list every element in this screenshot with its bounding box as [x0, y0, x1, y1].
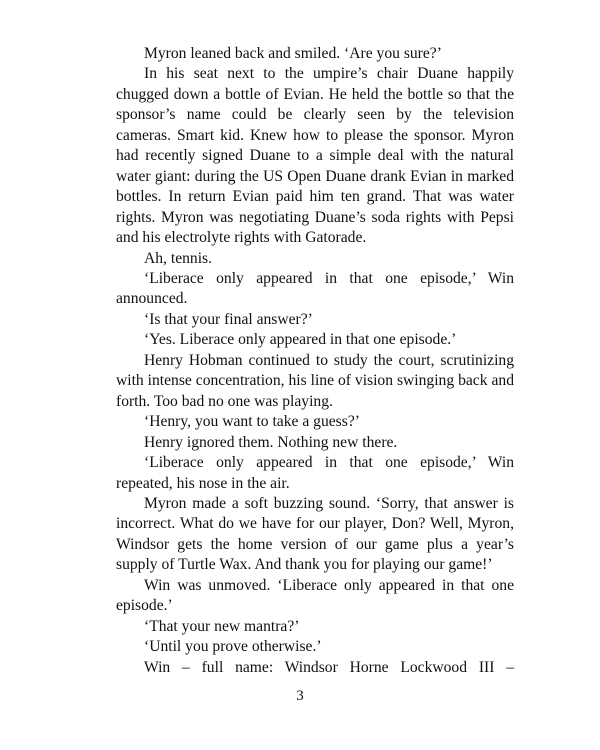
paragraph: ‘Henry, you want to take a guess?’: [144, 413, 360, 431]
paragraph: Ah, tennis.: [144, 249, 213, 267]
paragraph: Henry Hobman continued to study the court, scrutinizing with intense concentration, his line of vision swinging back and forth. Too bad no one was playing.: [116, 351, 514, 410]
paragraph: In his seat next to the umpire’s chair Duane happily chugged down a bottle of Evian. He held the bottle so that the sponsor’s name could be clearly seen by the television cameras. Smart kid. Knew how to please the sponsor. Myron had recently signed Duane to a simple deal with the natural water giant: during the US Open Duane drank Evian in marked bottles. In return Evian paid him ten grand. That was water rights. Myron was negotiating Duane’s soda rights with Pepsi and his electrolyte rights with Gatorade.: [116, 65, 514, 247]
paragraph: ‘Is that your final answer?’: [144, 310, 313, 328]
paragraph: ‘Liberace only appeared in that one episode,’ Win announced.: [116, 269, 514, 308]
page-number: 3: [296, 688, 304, 704]
paragraph: ‘Until you prove otherwise.’: [144, 638, 322, 656]
paragraph: Win was unmoved. ‘Liberace only appeared in that one episode.’: [116, 576, 514, 615]
paragraph: Win – full name: Windsor Horne Lockwood III –: [144, 658, 514, 676]
paragraph: ‘That your new mantra?’: [144, 617, 300, 635]
paragraph: Myron made a soft buzzing sound. ‘Sorry, that answer is incorrect. What do we have for our player, Don? Well, Myron, Windsor gets the home version of our game plus a year’s supply of Turtle Wax. And thank you for playing our game!’: [116, 494, 514, 574]
body-text: [116, 44, 514, 678]
paragraph: Henry ignored them. Nothing new there.: [144, 433, 398, 451]
paragraph: ‘Liberace only appeared in that one episode,’ Win repeated, his nose in the air.: [116, 454, 514, 492]
paragraph: Myron leaned back and smiled. ‘Are you sure?’: [144, 45, 442, 62]
paragraph: ‘Yes. Liberace only appeared in that one episode.’: [144, 331, 457, 349]
